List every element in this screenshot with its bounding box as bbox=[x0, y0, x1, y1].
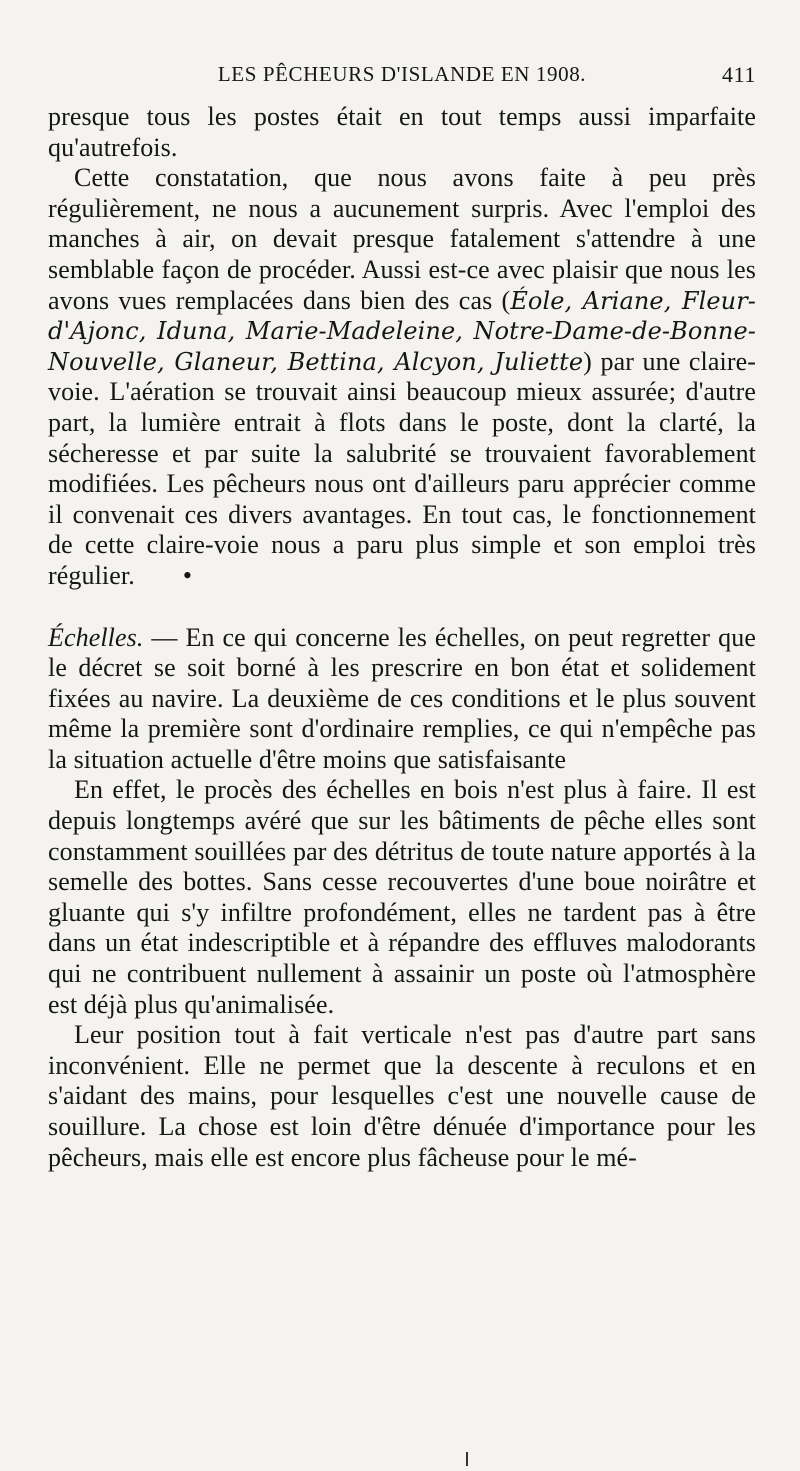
paragraph-position-verticale: Leur position tout à fait verticale n'est pas d'autre part sans inconvénient. Elle ne permet que la descente à reculons et en s'aidant des mains, pour lesquelles c'est une nouvelle cause de souillure. La chose est loin d'être dénuée d'importance pour les pêcheurs, mais elle est encore plus fâcheuse pour le mé- bbox=[48, 1020, 756, 1172]
page-number: 411 bbox=[722, 62, 756, 87]
bullet-mark: • bbox=[182, 560, 193, 590]
paragraph-claire-voie-part2: ) par une claire-voie. L'aération se trouvait ainsi beaucoup mieux assurée; d'autre part, la lumière entrait à flots dans le poste, dont la clarté, la sécheresse et par suite la salubrité se trouvaient favorablement modifiées. Les pêcheurs nous ont d'ailleurs paru apprécier comme il convenait ces divers avantages. En tout cas, le fonctionnement de cette claire-voie nous a paru plus simple et son emploi très régulier. bbox=[48, 346, 756, 590]
paragraph-continuation: presque tous les postes était en tout temps aussi imparfaite qu'autrefois. bbox=[48, 102, 756, 162]
running-title: LES PÊCHEURS D'ISLANDE EN 1908. bbox=[217, 62, 587, 86]
page-edge-mark bbox=[466, 1452, 468, 1466]
running-head bbox=[48, 62, 756, 102]
paragraph-claire-voie bbox=[48, 163, 756, 591]
paragraph-proces-echelles: En effet, le procès des échelles en bois n'est plus à faire. Il est depuis longtemps avéré que sur les bâtiments de pêche elles sont constamment souillées par des détritus de toute nature apportés à la semelle des bottes. Sans cesse recouvertes d'une boue noirâtre et gluante qui s'y infiltre profondément, elles ne tardent pas à être dans un état indescriptible et à répandre des effluves malodorants qui ne contribuent nullement à assainir un poste où l'atmosphère est déjà plus qu'animalisée. bbox=[48, 775, 756, 1019]
ship-names-list: Éole, Ariane, Fleur-d'Ajonc, Iduna, Marie-Madeleine, Notre-Dame-de-Bonne-Nouvelle, Glaneur, Bettina, Alcyon, Juliette bbox=[48, 286, 756, 376]
paragraph-echelles-text: — En ce qui concerne les échelles, on peut regretter que le décret se soit borné à les prescrire en bon état et solidement fixées au navire. La deuxième de ces conditions et le plus souvent même la première sont d'ordinaire remplies, ce qui n'empêche pas la situation actuelle d'être moins que satisfaisante bbox=[48, 622, 756, 774]
paragraph-echelles bbox=[48, 623, 756, 776]
body-text bbox=[48, 102, 756, 1173]
paragraph-claire-voie-part1: Cette constatation, que nous avons faite à peu près régulièrement, ne nous a aucunement surpris. Avec l'emploi des manches à air, on devait presque fatalement s'attendre à une semblable façon de procéder. Aussi est-ce avec plaisir que nous les avons vues remplacées dans bien des cas ( bbox=[48, 163, 756, 315]
section-title-echelles: Échelles. bbox=[48, 622, 144, 652]
